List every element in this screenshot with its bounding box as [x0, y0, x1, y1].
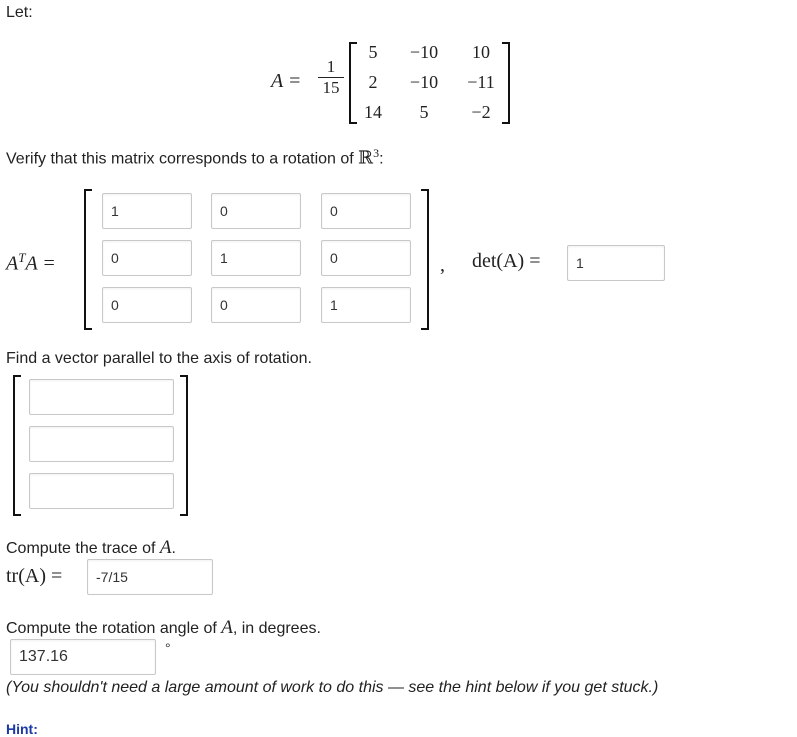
axis-prompt: Find a vector parallel to the axis of rotation. — [6, 350, 312, 367]
matrix-a-cell: −10 — [409, 42, 439, 62]
axis-input-x[interactable] — [29, 379, 174, 415]
angle-var: A — [221, 617, 233, 638]
ata-lhs-a: A — [6, 252, 19, 275]
hint-note: (You shouldn't need a large amount of work to do this — see the hint below if you get stuck.) — [6, 679, 659, 696]
ata-comma: , — [440, 254, 445, 276]
hint-link[interactable]: Hint: — [6, 721, 38, 737]
matrix-a-cell: 14 — [364, 102, 382, 122]
det-input[interactable]: 1 — [567, 245, 665, 281]
matrix-a-cell: 2 — [368, 72, 378, 92]
matrix-a-cell: 5 — [419, 102, 429, 122]
ata-lhs — [6, 250, 56, 276]
dimension-exponent: 3 — [373, 146, 380, 160]
ata-input-r1c2[interactable]: 0 — [211, 193, 301, 229]
ata-input-r2c1[interactable]: 0 — [102, 240, 192, 276]
det-label: det(A) = — [472, 250, 541, 272]
ata-input-r2c3[interactable]: 0 — [321, 240, 411, 276]
angle-prompt-tail: , in degrees. — [232, 620, 321, 637]
ata-right-bracket — [421, 189, 429, 330]
intro-text: Let: — [6, 4, 33, 21]
matrix-a-cell: −2 — [471, 102, 491, 122]
fraction-numerator: 1 — [326, 57, 336, 76]
ata-input-r3c2[interactable]: 0 — [211, 287, 301, 323]
axis-input-y[interactable] — [29, 426, 174, 462]
verify-colon: : — [379, 150, 384, 168]
real-numbers-symbol: ℝ — [358, 147, 374, 168]
trace-prompt — [6, 537, 176, 559]
verify-prompt — [6, 146, 384, 168]
trace-prompt-text: Compute the trace of — [6, 540, 160, 557]
axis-left-bracket — [13, 375, 21, 516]
trace-label: tr(A) = — [6, 565, 63, 587]
angle-input[interactable]: 137.16 — [10, 639, 156, 675]
verify-text: Verify that this matrix corresponds to a rotation of — [6, 150, 359, 168]
matrix-a-cell: −10 — [409, 72, 439, 92]
angle-prompt-text: Compute the rotation angle of — [6, 620, 222, 637]
ata-input-r2c2[interactable]: 1 — [211, 240, 301, 276]
ata-lhs-rest: A = — [25, 252, 56, 275]
fraction-denominator: 15 — [322, 78, 340, 97]
trace-var: A — [159, 537, 172, 558]
matrix-a-cell: 10 — [472, 42, 490, 62]
axis-input-z[interactable] — [29, 473, 174, 509]
matrix-a-cell: −11 — [467, 72, 495, 92]
ata-input-r3c3[interactable]: 1 — [321, 287, 411, 323]
angle-prompt — [6, 617, 321, 639]
axis-right-bracket — [180, 375, 188, 516]
transpose-superscript: T — [18, 250, 26, 265]
ata-input-r1c3[interactable]: 0 — [321, 193, 411, 229]
ata-left-bracket — [84, 189, 92, 330]
trace-input[interactable]: -7/15 — [87, 559, 213, 595]
matrix-a-cell: 5 — [368, 42, 378, 62]
scalar-fraction — [318, 58, 344, 97]
ata-input-r3c1[interactable]: 0 — [102, 287, 192, 323]
degree-symbol: ° — [165, 640, 171, 656]
trace-dot: . — [171, 540, 176, 557]
matrix-a-lhs: A = — [271, 70, 302, 92]
ata-input-r1c1[interactable]: 1 — [102, 193, 192, 229]
